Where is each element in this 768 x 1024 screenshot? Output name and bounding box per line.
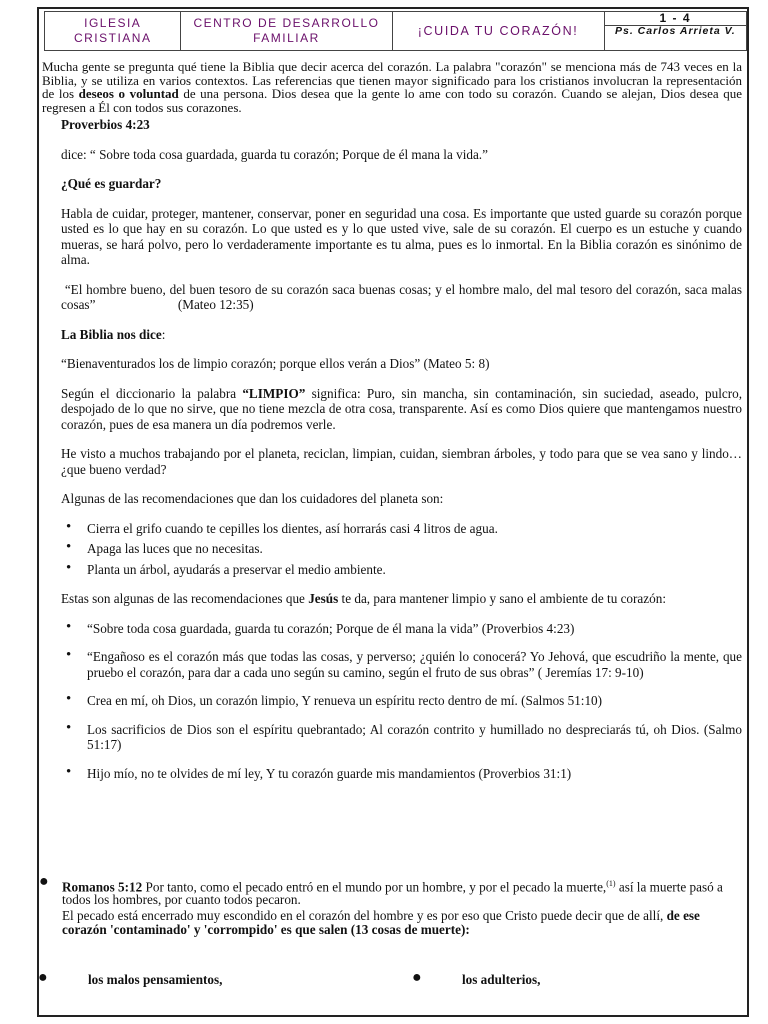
heading-biblia-dice-text: La Biblia nos dice bbox=[61, 326, 162, 342]
jesus-text-1: Estas son algunas de las recomendaciones que bbox=[61, 591, 309, 606]
verses-list bbox=[61, 621, 742, 782]
reference-proverbios: Proverbios 4:23 bbox=[61, 117, 150, 132]
pecado-bold: de ese corazón 'contaminado' y 'corrompido' es que salen (13 cosas de muerte) bbox=[62, 908, 700, 938]
paragraph-recomendaciones: Algunas de las recomendaciones que dan los cuidadores del planeta son: bbox=[61, 491, 444, 506]
church-name-line2: CRISTIANA bbox=[73, 31, 152, 45]
paragraph-jesus bbox=[61, 591, 742, 607]
pecado-text-1: El pecado está encerrado muy escondido en el corazón del hombre y es por eso que Cristo puede decir que de allí, bbox=[62, 908, 667, 924]
list-item: • Los sacrificios de Dios son el espíritu quebrantado; Al corazón contrito y humillado no despreciarás tú, oh Dios. (Salmo 51:17) bbox=[61, 722, 742, 753]
main-content bbox=[42, 59, 746, 794]
limpio-text-2: significa: Puro, sin mancha, sin contaminación, sin suciedad, aseado, pulcro, despojado de lo que no sirve, que no tiene mezcla de otra cosa, transparente. Así es como Dios quiere que mantengamos nuestro corazón, pues de esa manera un día podremos verle. bbox=[61, 385, 743, 432]
bad-list-text: los malos pensamientos, bbox=[88, 972, 223, 987]
limpio-text-1: Según el diccionario la palabra bbox=[61, 385, 243, 401]
bullet-icon: ● bbox=[39, 873, 49, 890]
jesus-text-2: te da, para mantener limpio y sano el ambiente de tu corazón: bbox=[338, 591, 666, 606]
bullet-icon: ● bbox=[38, 969, 48, 986]
verse-proverbios: dice: “ Sobre toda cosa guardada, guarda tu corazón; Porque de él mana la vida.” bbox=[61, 146, 488, 162]
pecado-paragraph bbox=[62, 909, 742, 937]
intro-text-1: Mucha gente se pregunta qué tiene la Biblia que decir acerca del corazón. La palabra "corazón" se menciona más de 743 veces en la Biblia, y se utiliza en varios contextos. Las referencias que tienen mayor significado para los cristianos involucran la representación de los bbox=[42, 59, 742, 101]
center-name-line2: FAMILIAR bbox=[253, 31, 320, 45]
paragraph-planeta: He visto a muchos trabajando por el planeta, reciclan, limpian, cuidan, siembran árboles, y todo para que se vea sano y lindo…¿que bueno verdad? bbox=[61, 446, 742, 477]
romanos-text-1: Por tanto, como el pecado entró en el mundo por un hombre, y por el pecado la muerte, bbox=[142, 879, 607, 895]
list-item: • Planta un árbol, ayudarás a preservar el medio ambiente. bbox=[61, 562, 742, 578]
list-item: • “Sobre toda cosa guardada, guarda tu corazón; Porque de él mana la vida” (Proverbios 4:23) bbox=[61, 621, 742, 637]
list-item: • “Engañoso es el corazón más que todas las cosas, y perverso; ¿quién lo conocerá? Yo Jehová, que escudriño la mente, que pruebo el corazón, para dar a cada uno según su camino, según el fruto de sus obras” ( Jeremías 17: 9-10) bbox=[61, 649, 742, 680]
page-range: 1 - 4 bbox=[605, 12, 746, 26]
list-item: • Crea en mí, oh Dios, un corazón limpio, Y renueva un espíritu recto dentro de mí. (Salmos 51:10) bbox=[61, 693, 742, 709]
list-item: • Hijo mío, no te olvides de mí ley, Y tu corazón guarde mis mandamientos (Proverbios 31:1) bbox=[61, 766, 742, 782]
page-info bbox=[605, 12, 746, 50]
bad-list-text: los adulterios, bbox=[462, 972, 541, 987]
limpio-word: “LIMPIO” bbox=[242, 385, 306, 401]
center-name-line1: CENTRO DE DESARROLLO bbox=[193, 16, 380, 30]
pecado-colon: : bbox=[465, 922, 470, 938]
romanos-reference: Romanos 5:12 bbox=[62, 879, 143, 895]
intro-text-2: de una persona. Dios desea que la gente lo ame con todo su corazón. Cuando se alejan, Dios desea que regresen a Él con todos sus corazones. bbox=[42, 86, 742, 115]
quote-mateo-5: “Bienaventurados los de limpio corazón; porque ellos verán a Dios” (Mateo 5: 8) bbox=[61, 356, 490, 371]
romanos-paragraph bbox=[62, 877, 742, 906]
document-header bbox=[44, 11, 747, 51]
pastor-name: Ps. Carlos Arrieta V. bbox=[615, 25, 736, 37]
intro-bold: deseos o voluntad bbox=[78, 86, 179, 101]
list-item: • Cierra el grifo cuando te cepilles los dientes, así horrarás casi 4 litros de agua. bbox=[61, 521, 742, 537]
footnote-marker: (1) bbox=[606, 879, 616, 888]
bad-list-item-2 bbox=[412, 969, 541, 988]
heading-biblia-dice bbox=[61, 327, 742, 343]
question-guardar: ¿Qué es guardar? bbox=[61, 176, 162, 191]
planet-recommendations-list bbox=[61, 521, 742, 578]
bullet-icon: ● bbox=[412, 969, 422, 986]
romanos-section bbox=[39, 873, 742, 938]
bad-list-item-1 bbox=[38, 969, 223, 988]
list-item: • Apaga las luces que no necesitas. bbox=[61, 541, 742, 557]
heading-colon: : bbox=[161, 326, 166, 342]
document-title: ¡CUIDA TU CORAZÓN! bbox=[393, 12, 605, 50]
intro-paragraph bbox=[42, 60, 742, 114]
quote-mateo-12: “El hombre bueno, del buen tesoro de su corazón saca buenas cosas; y el hombre malo, del mal tesoro del corazón, saca malas cosas” (Mateo 12:35) bbox=[61, 281, 746, 312]
paragraph-guardar: Habla de cuidar, proteger, mantener, conservar, poner en seguridad una cosa. Es importante que usted guarde su corazón porque usted es lo que hay en su corazón. Lo que usted es y lo que usted vive, sale de su corazón. El cuerpo es un estuche y cuando mueras, se hará polvo, pero lo verdaderamente importante es tu alma, pues es lo inmortal. En la Biblia corazón es sinónimo de alma. bbox=[61, 205, 742, 267]
center-name bbox=[181, 12, 392, 50]
jesus-word: Jesús bbox=[308, 591, 339, 606]
church-name-line1: IGLESIA bbox=[84, 16, 142, 30]
church-name bbox=[45, 12, 181, 50]
study-section bbox=[61, 117, 746, 781]
paragraph-limpio bbox=[61, 386, 742, 433]
romanos-text-2: así la muerte pasó a todos los hombres, por cuanto todos pecaron. bbox=[62, 879, 723, 908]
